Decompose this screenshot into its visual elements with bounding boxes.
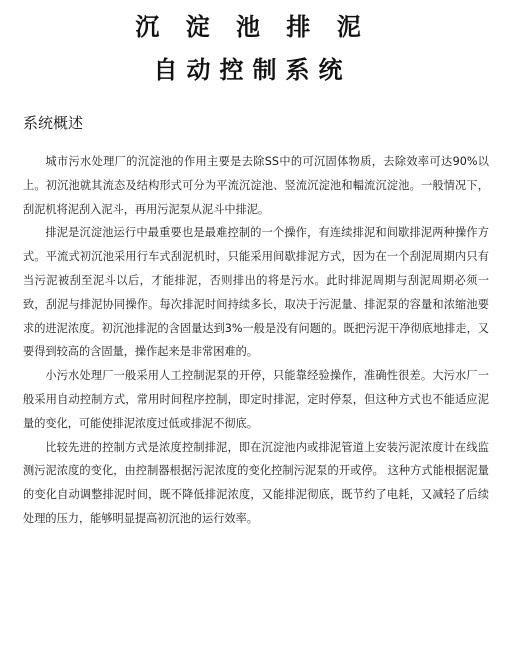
section-heading: 系统概述 (23, 114, 84, 132)
document-title-line-2: 自动控制系统 (153, 55, 352, 84)
paragraph-2: 排泥是沉淀池运行中最重要也是最难控制的一个操作，有连续排泥和间歇排泥两种操作方式。平流式初沉池采用行车式刮泥机时，只能采用间歇排泥方式，因为在一个刮泥周期内只有当污泥被刮至泥斗以后，才能排泥，否则排出的将是污水。此时排泥周期与刮泥周期必须一致，刮泥与排泥协同操作。每次排泥时间持续多长，取决于污泥量、排泥泵的容量和浓缩池要求的进泥浓度。初沉池排泥的含固量达到3%一般是没有问题的。既把污泥干净彻底地排走，又要得到较高的含固量，操作起来是非常困难的。 (23, 226, 489, 359)
document-title-line-1: 沉 淀 池 排 泥 (135, 12, 370, 41)
paragraph-4: 比较先进的控制方式是浓度控制排泥，即在沉淀池内或排泥管道上安装污泥浓度计在线监测污泥浓度的变化，由控制器根据污泥浓度的变化控制污泥泵的开或停。 这种方式能根据泥量的变化自动调整排泥时间，既不降低排泥浓度，又能排泥彻底，既节约了电耗，又减轻了后续处理的压力，能够明显提高初沉池的运行效率。 (23, 440, 489, 525)
paragraph-3: 小污水处理厂一般采用人工控制泥泵的开停，只能靠经验操作，准确性很差。大污水厂一般采用自动控制方式，常用时间程序控制，即定时排泥，定时停泵，但这种方式也不能适应泥量的变化，可能使排泥浓度过低或排泥不彻底。 (23, 369, 489, 430)
body-text (23, 150, 489, 531)
paragraph-1: 城市污水处理厂的沉淀池的作用主要是去除SS中的可沉固体物质，去除效率可达90%以上。初沉池就其流态及结构形式可分为平流沉淀池、竖流沉淀池和輻流沉淀池。一般情况下，刮泥机将泥刮入泥斗，再用污泥泵从泥斗中排泥。 (23, 155, 489, 216)
